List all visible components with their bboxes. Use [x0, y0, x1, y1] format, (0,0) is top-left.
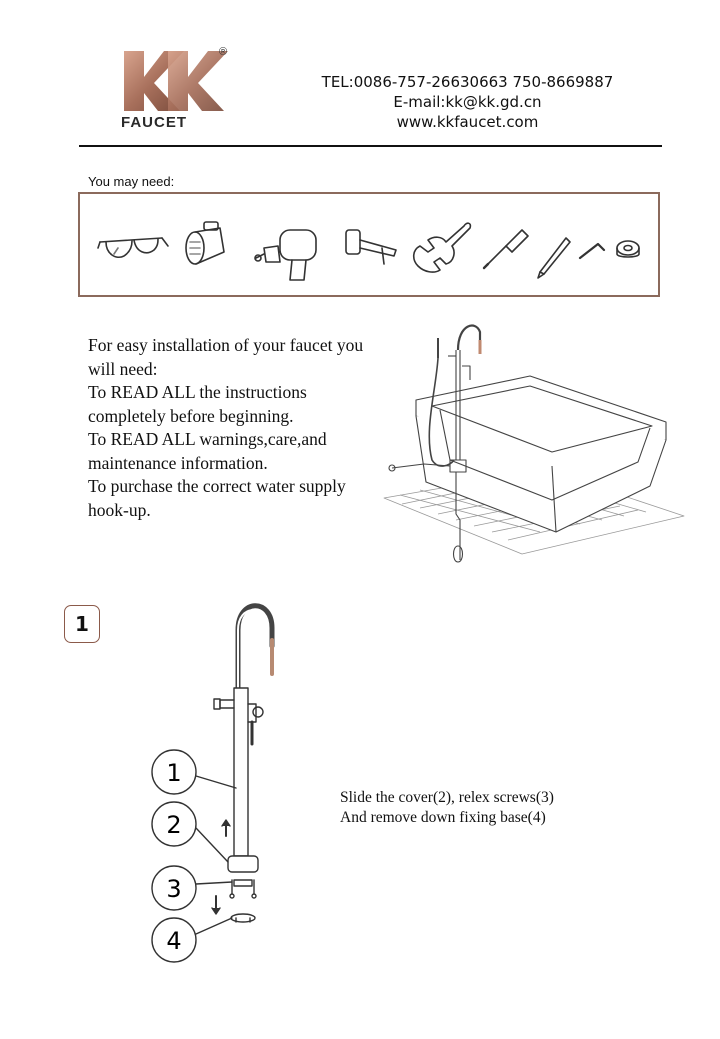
- tools-strip: [78, 192, 660, 297]
- callout-1: 1: [166, 759, 182, 787]
- contact-website[interactable]: www.kkfaucet.com: [396, 113, 539, 131]
- flashlight-icon: [186, 222, 224, 264]
- intro-line: For easy installation of your faucet you: [88, 335, 364, 355]
- adjustable-wrench-icon: [414, 223, 471, 272]
- intro-line: To READ ALL warnings,care,and: [88, 429, 327, 449]
- contact-tel: TEL:0086-757-26630663 750-8669887: [321, 73, 614, 91]
- intro-line: completely before beginning.: [88, 405, 294, 426]
- registered-mark: ®: [219, 46, 228, 58]
- screwdriver-icon: [484, 230, 528, 268]
- intro-line: To READ ALL the instructions: [88, 382, 307, 402]
- safety-glasses-icon: [98, 238, 168, 257]
- bathtub-faucet-illustration: [380, 310, 690, 570]
- hex-key-icon: [580, 244, 604, 258]
- intro-line: hook-up.: [88, 499, 151, 520]
- callout-4: 4: [166, 927, 182, 955]
- step-text-line: Slide the cover(2), relex screws(3): [340, 789, 554, 806]
- hammer-icon: [346, 230, 396, 264]
- caulking-gun-icon: [255, 230, 316, 280]
- pencil-icon: [538, 238, 570, 278]
- plumbers-tape-icon: [617, 241, 639, 257]
- tools-label: You may need:: [88, 174, 175, 189]
- contact-block: [300, 72, 635, 132]
- contact-email[interactable]: E-mail:kk@kk.gd.cn: [393, 93, 542, 111]
- callout-2: 2: [166, 811, 182, 839]
- intro-line: To purchase the correct water supply: [88, 476, 346, 496]
- intro-text: [88, 334, 408, 522]
- logo-brand-text: FAUCET: [121, 114, 187, 131]
- callout-3: 3: [166, 875, 182, 903]
- step1-instructions: [340, 788, 554, 828]
- header-divider: [79, 145, 662, 147]
- step1-exploded-diagram: [148, 600, 328, 970]
- step-text-line: And remove down fixing base(4): [340, 809, 546, 826]
- intro-line: will need:: [88, 358, 158, 379]
- intro-line: maintenance information.: [88, 452, 268, 473]
- step-number-badge: 1: [64, 605, 100, 643]
